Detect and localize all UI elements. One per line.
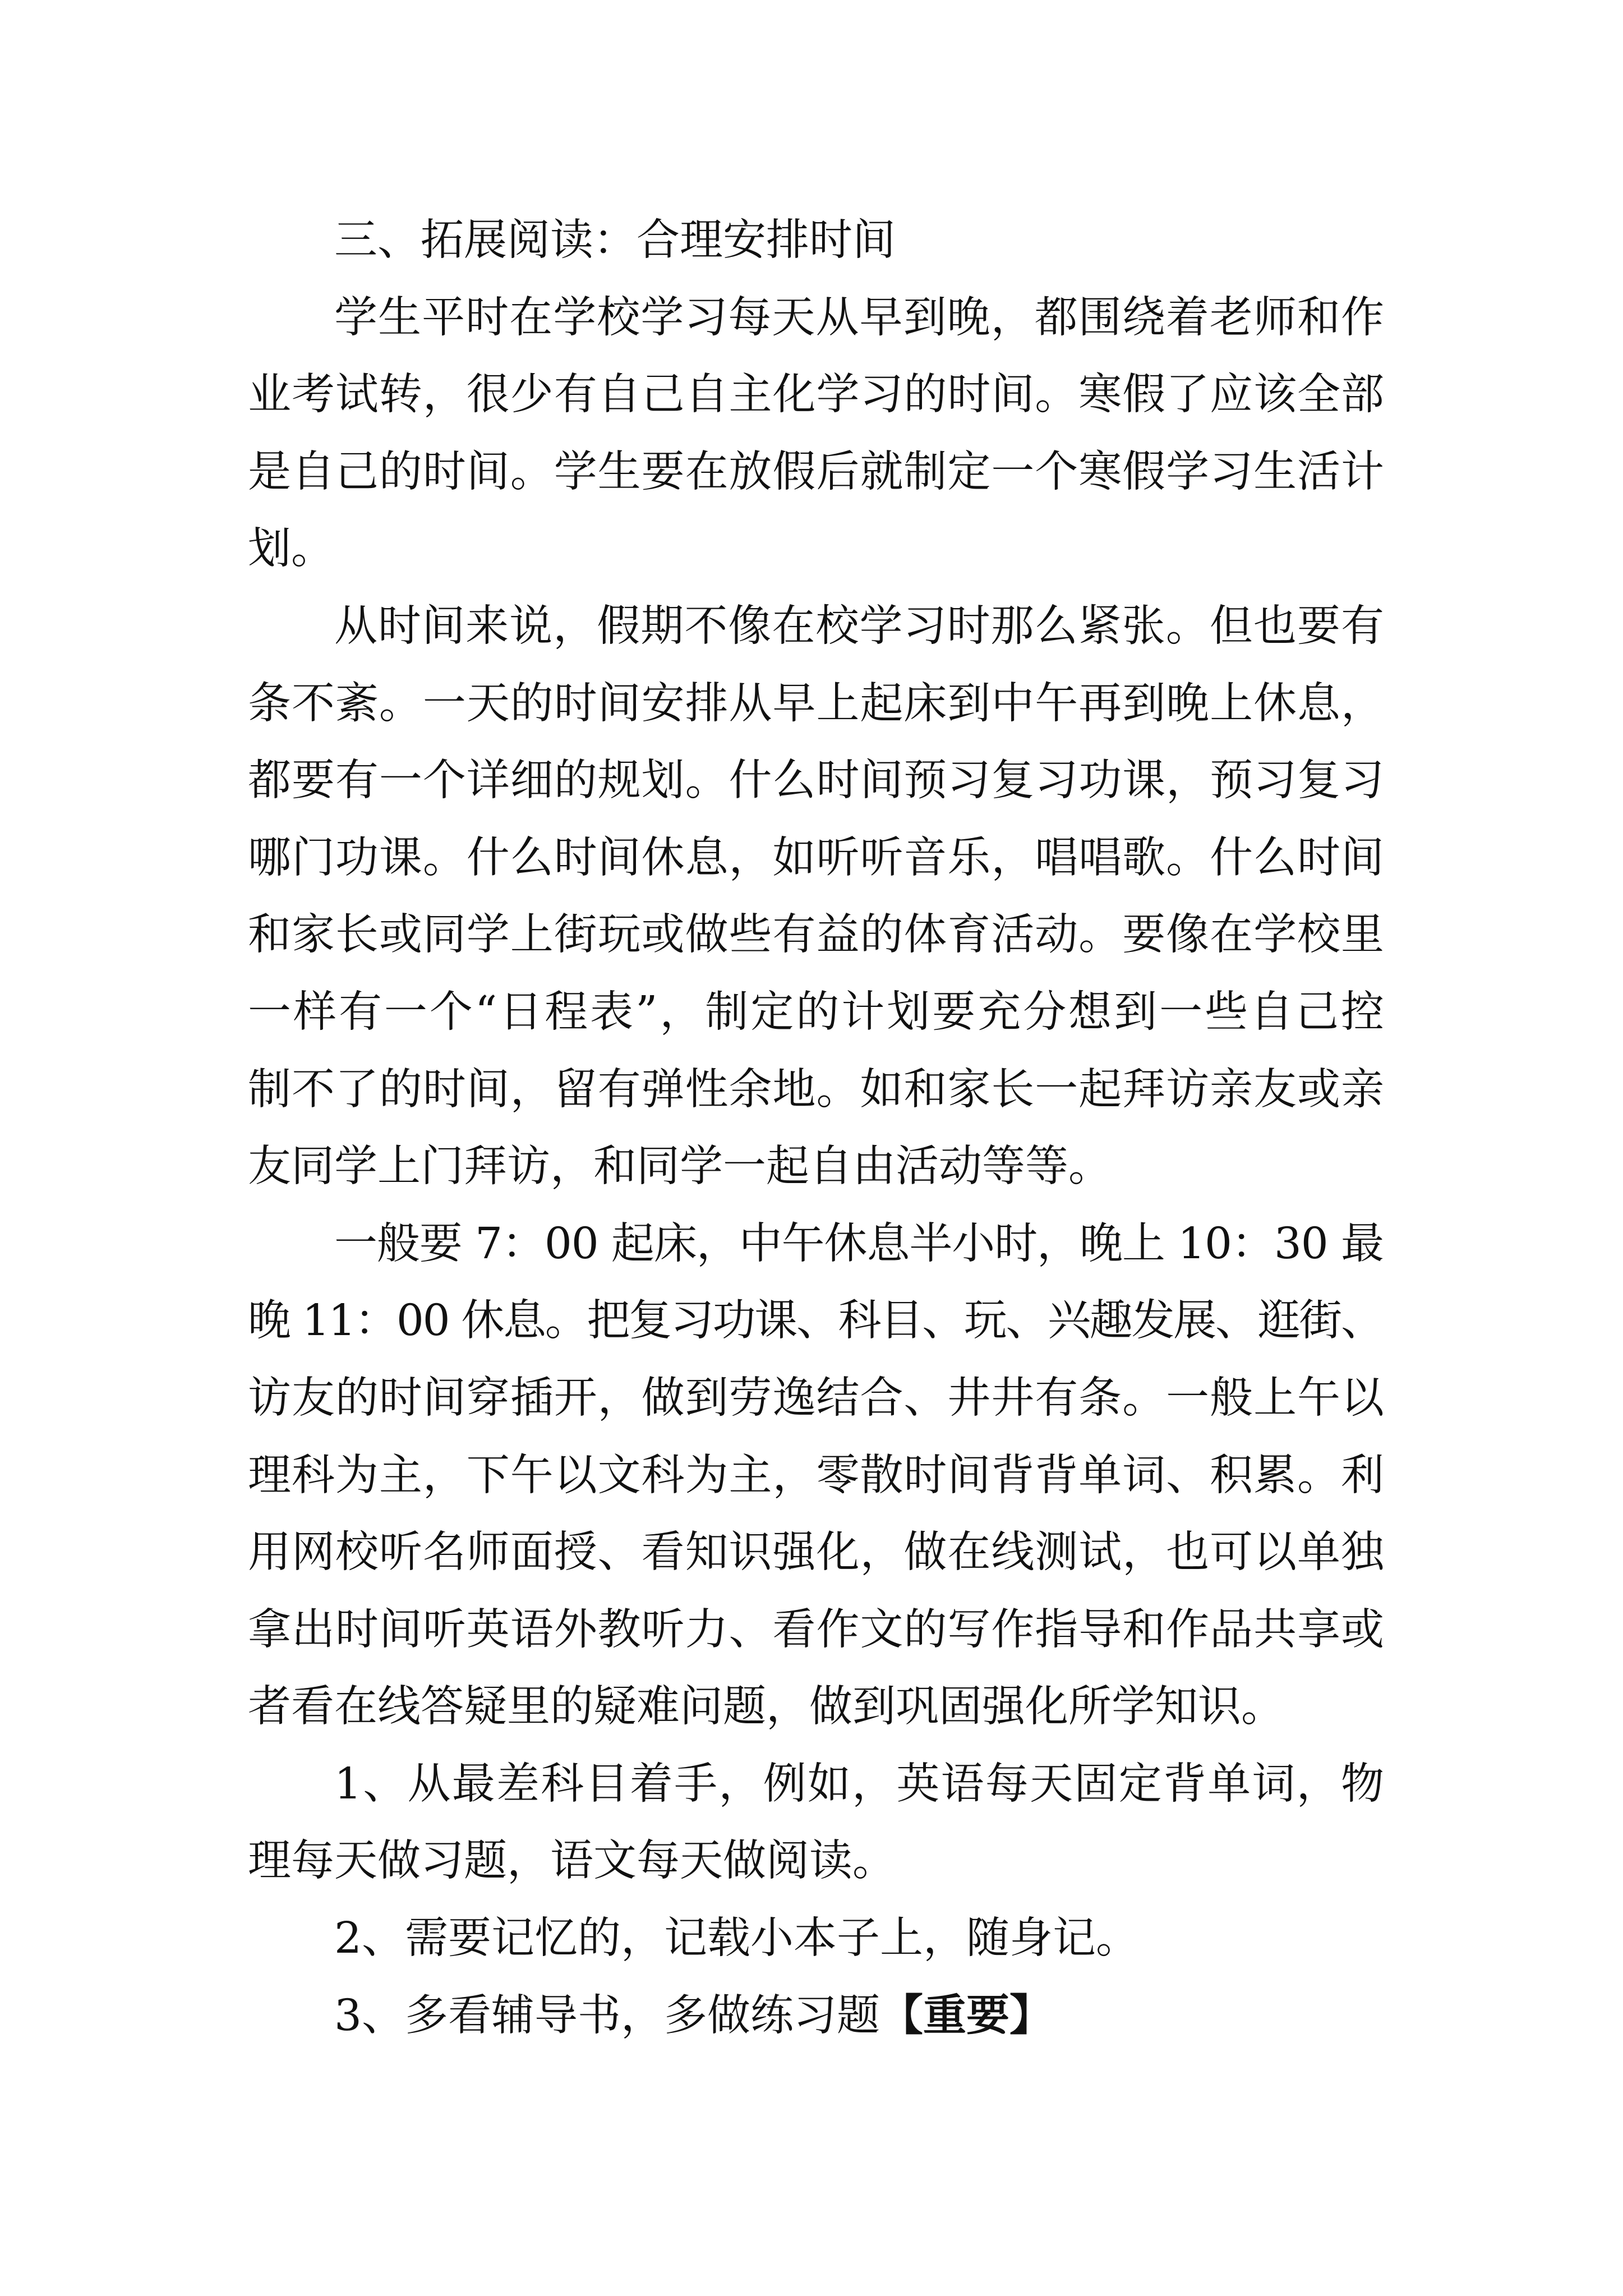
text-line: 友同学上门拜访，和同学一起自由活动等等。 bbox=[248, 1142, 1112, 1192]
text-line: 一般要 7：00 起床，中午休息半小时，晚上 10：30 最 bbox=[334, 1218, 1384, 1269]
text-line: 理每天做习题，语文每天做阅读。 bbox=[248, 1836, 896, 1887]
section-title: 三、拓展阅读：合理安排时间 bbox=[334, 215, 896, 265]
text-line: 学生平时在学校学习每天从早到晚，都围绕着老师和作 bbox=[334, 292, 1385, 343]
paragraph bbox=[248, 279, 1384, 588]
list-item bbox=[248, 1900, 1384, 1977]
text-line: 1、从最差科目着手，例如，英语每天固定背单词，物 bbox=[334, 1759, 1386, 1809]
text-line: 从时间来说，假期不像在校学习时那么紧张。但也要有 bbox=[334, 601, 1385, 651]
text-line: 一样有一个“日程表”，制定的计划要充分想到一些自己控 bbox=[248, 987, 1386, 1037]
paragraph bbox=[248, 588, 1384, 1205]
list-item-text: 3、多看辅导书，多做练习题 bbox=[334, 1990, 880, 2041]
text-line: 晚 11：00 休息。把复习功课、科目、玩、兴趣发展、逛街、 bbox=[248, 1296, 1383, 1346]
text-line: 和家长或同学上街玩或做些有益的体育活动。要像在学校里 bbox=[248, 910, 1385, 960]
text-line: 业考试转，很少有自己自主化学习的时间。寒假了应该全部 bbox=[248, 370, 1385, 420]
text-line: 拿出时间听英语外教听力、看作文的写作指导和作品共享或 bbox=[248, 1604, 1385, 1655]
text-line: 制不了的时间，留有弹性余地。如和家长一起拜访亲友或亲 bbox=[248, 1064, 1385, 1115]
paragraph bbox=[248, 1205, 1384, 1746]
emphasis-text: 【重要】 bbox=[880, 1990, 1053, 2041]
text-line: 访友的时间穿插开，做到劳逸结合、井井有条。一般上午以 bbox=[248, 1373, 1385, 1423]
text-line: 者看在线答疑里的疑难问题，做到巩固强化所学知识。 bbox=[248, 1682, 1284, 1732]
text-line: 用网校听名师面授、看知识强化，做在线测试，也可以单独 bbox=[248, 1527, 1385, 1578]
text-line: 条不紊。一天的时间安排从早上起床到中午再到晚上休息， bbox=[248, 678, 1385, 729]
text-line: 都要有一个详细的规划。什么时间预习复习功课，预习复习 bbox=[248, 756, 1385, 806]
text-line: 理科为主，下午以文科为主，零散时间背背单词、积累。利 bbox=[248, 1450, 1385, 1501]
document-body bbox=[248, 202, 1384, 2054]
list-item bbox=[248, 1746, 1384, 1900]
text-line: 划。 bbox=[248, 524, 334, 574]
text-line: 哪门功课。什么时间休息，如听听音乐，唱唱歌。什么时间 bbox=[248, 832, 1385, 883]
text-line bbox=[248, 1977, 1384, 2055]
text-line: 是自己的时间。学生要在放假后就制定一个寒假学习生活计 bbox=[248, 447, 1385, 497]
text-line: 2、需要记忆的，记载小本子上，随身记。 bbox=[334, 1913, 1139, 1964]
list-item bbox=[248, 1977, 1384, 2055]
